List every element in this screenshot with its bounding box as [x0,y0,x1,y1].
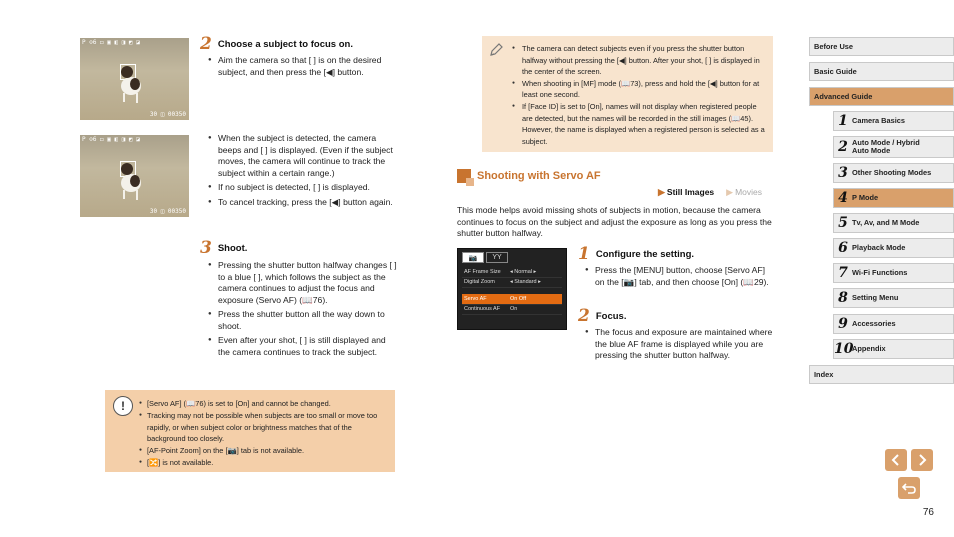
section-square-icon [457,169,471,183]
nav-chapter-10[interactable]: 10 Appendix [833,339,954,359]
pencil-icon [488,42,504,58]
next-page-button[interactable] [911,449,933,471]
camera-menu-tabs [458,249,566,265]
step-title: Focus. [595,311,627,322]
nav-advanced-guide[interactable]: Advanced Guide [809,87,954,106]
step-number: 2 [578,306,590,326]
return-icon [902,482,916,494]
right-step-2-heading [578,308,626,325]
nav-chapter-3[interactable]: 3 Other Shooting Modes [833,163,954,183]
triangle-icon: ▶ [726,187,734,197]
right-step-2-bullets [585,327,775,365]
step-number: 3 [200,238,212,258]
return-button[interactable] [898,477,920,499]
menu-row: Digital Zoom ◂ Standard ▸ [462,278,562,289]
section-title: Shooting with Servo AF [477,170,601,182]
menu-row-selected: Servo AF On Off [462,294,562,305]
bullet: ● Aim the camera so that [ ] is on the desired subject, and then press the [◀] button. [208,55,398,78]
prev-page-button[interactable] [885,449,907,471]
note-box [482,36,773,152]
nav-chapter-6[interactable]: 6 Playback Mode [833,238,954,258]
bullet: ● If no subject is detected, [ ] is displayed. [208,182,398,194]
bullet: ● To cancel tracking, press the [◀] button again. [208,197,398,209]
nav-chapter-2[interactable]: 2 Auto Mode / Hybrid Auto Mode [833,136,954,158]
camera-menu-rows [458,265,566,317]
caution-icon: ! [113,396,133,416]
right-step-1-bullets [585,265,775,291]
bullet: ● Tracking may not be possible when subjects are too small or move too rapidly, or when subject color or brightness matches that of the background too closely. [139,410,389,445]
mode-movies: ▶ Movies [726,187,763,197]
page-number: 76 [922,507,934,518]
step-2-bullets-b [208,133,398,211]
nav-index[interactable]: Index [809,365,954,384]
photo-hud-bottom: 30 ◫ 00350 [149,208,186,215]
nav-chapter-8[interactable]: 8 Setting Menu [833,288,954,308]
nav-chapter-5[interactable]: 5 Tv, Av, and M Mode [833,213,954,233]
dog-image [114,60,148,106]
nav-chapter-1[interactable]: 1 Camera Basics [833,111,954,131]
bullet: ● When the subject is detected, the camera beeps and [ ] is displayed. (Even if the subject moves, the camera will continue to track the subject within a certain range.) [208,133,398,179]
bullet: ● [AF-Point Zoom] on the [📷] tab is not available. [139,445,389,457]
step-title: Configure the setting. [595,249,695,260]
bullet: ● Press the shutter button all the way down to shoot. [208,309,398,332]
bullet: ● [Servo AF] (📖76) is set to [On] and cannot be changed. [139,398,389,410]
photo-hud-top: P ⊙6 ◻ ▣ ◧ ◨ ◩ ◪ [82,136,140,143]
note-bullets [512,43,767,147]
mode-still-images: ▶ Still Images [658,187,715,197]
step-title: Shoot. [217,243,248,254]
caution-bullets [139,398,389,469]
menu-row: Continuous AF On [462,305,562,316]
nav-chapter-4[interactable]: 4 P Mode [833,188,954,208]
bullet: ● The camera can detect subjects even if you press the shutter button halfway without pressing the [◀] button. After your shot, [ ] is displayed in the center of the screen. [512,43,767,78]
photo-hud-top: P ⊙6 ◻ ▣ ◧ ◨ ◩ ◪ [82,39,140,46]
bullet: ● Pressing the shutter button halfway changes [ ] to a blue [ ], which follows the subject as the camera continues to adjust the focus and exposure (Servo AF) (📖76). [208,260,398,306]
nav-basic-guide[interactable]: Basic Guide [809,62,954,81]
photo-hud-bottom: 30 ◫ 00350 [149,111,186,118]
step-number: 1 [578,244,590,264]
bullet: ● If [Face ID] is set to [On], names will not display when registered people are detected, but the names will be recorded in the still images (📖45). However, the name is displayed when a registered person is selected as a subject. [512,101,767,147]
nav-before-use[interactable]: Before Use [809,37,954,56]
bullet: ● [🔀] is not available. [139,457,389,469]
step-2-bullets-a [208,55,398,81]
step-3-bullets [208,260,398,361]
section-intro: This mode helps avoid missing shots of subjects in motion, because the camera continues to focus on the subject and adjust the exposure as long as you press the shutter button halfway. [457,205,772,238]
menu-row: AF Frame Size ◂ Normal ▸ [462,267,562,278]
step-title: Choose a subject to focus on. [217,39,353,50]
section-heading [457,169,601,183]
bullet: ● When shooting in [MF] mode (📖73), press and hold the [◀] button for at least one second. [512,78,767,101]
arrow-left-icon [890,454,902,466]
nav-chapter-9[interactable]: 9 Accessories [833,314,954,334]
step-2-heading [200,36,353,53]
right-step-1-heading [578,246,694,263]
arrow-right-icon [916,454,928,466]
sample-photo-2 [80,135,189,217]
caution-box [105,390,395,472]
triangle-icon: ▶ [658,187,665,197]
mode-indicators [658,187,762,198]
step-number: 2 [200,34,212,54]
step-3-heading [200,240,247,257]
sample-photo-1 [80,38,189,120]
nav-chapter-7[interactable]: 7 Wi-Fi Functions [833,263,954,283]
camera-menu-screenshot [457,248,567,330]
bullet: ● Even after your shot, [ ] is still displayed and the camera continues to track the subject. [208,335,398,358]
dog-image [114,157,148,203]
setup-tab-icon: ΥΥ [486,252,508,263]
bullet: ● The focus and exposure are maintained where the blue AF frame is displayed while you are pressing the shutter button halfway. [585,327,775,362]
shooting-tab-icon: 📷 [462,252,484,263]
bullet: ● Press the [MENU] button, choose [Servo AF] on the [📷] tab, and then choose [On] (📖29). [585,265,775,288]
